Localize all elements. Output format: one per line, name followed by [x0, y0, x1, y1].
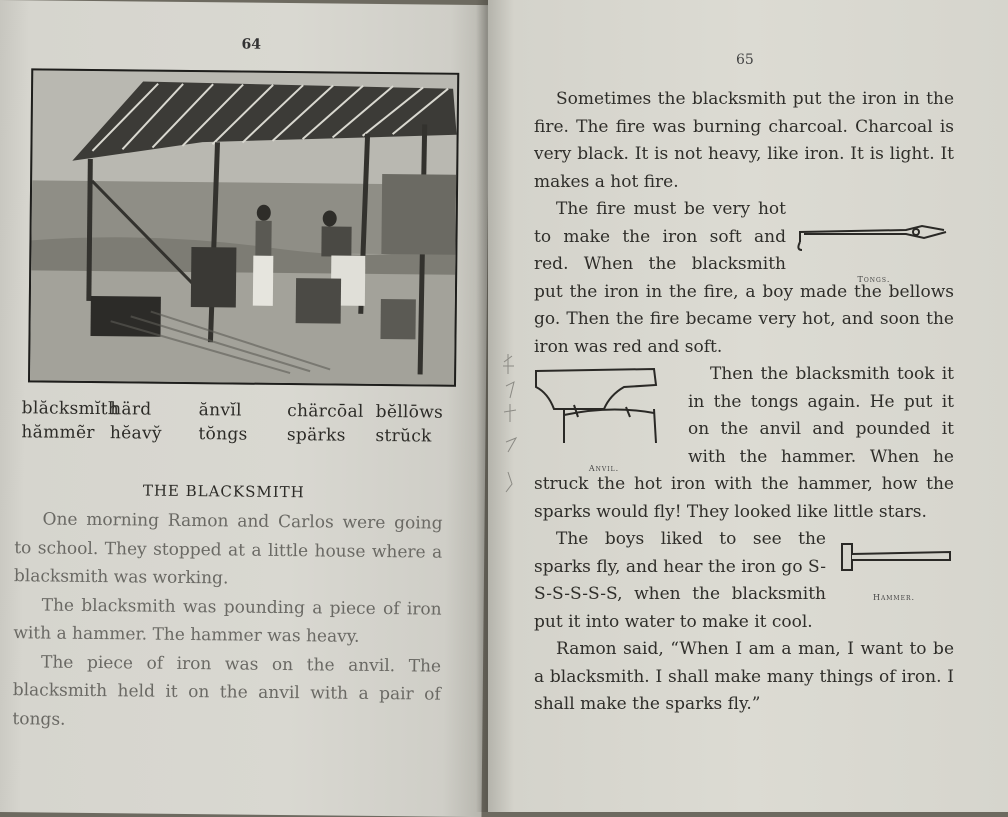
vocab-word: hĕavy̆	[109, 423, 162, 444]
chapter-heading: THE BLACKSMITH	[142, 481, 305, 502]
paragraph: One morning Ramon and Carlos were going to school. They stopped at a little house where a blacksmith was working.	[13, 509, 443, 589]
vocab-word: hămmẽr	[21, 422, 95, 444]
tongs-caption: Tongs.	[857, 274, 891, 284]
paragraph: Then the blacksmith took it in the tongs again. He put it on the anvil and pounded it with the hammer. When he struck the hot iron with the hammer, how the sparks would fly! They looked like little stars.	[534, 364, 954, 522]
pencil-marks	[498, 352, 528, 502]
paragraph: The piece of iron was on the anvil. The blacksmith held it on the anvil with a pair of tongs.	[12, 651, 442, 730]
right-body-text	[534, 86, 954, 719]
left-body-text	[12, 505, 442, 737]
blacksmith-shed-illustration	[30, 70, 457, 384]
hammer-icon	[834, 540, 954, 574]
paragraph: Ramon said, “When I am a man, I want to be a blacksmith. I shall make many things of iron. I shall make the sparks fly.”	[534, 639, 954, 714]
vocab-word: härd	[110, 399, 152, 420]
anvil-icon	[534, 365, 674, 445]
vocab-word: spärks	[286, 425, 346, 446]
tongs-icon	[794, 216, 954, 256]
vocab-row	[21, 422, 461, 447]
anvil-figure	[534, 365, 674, 473]
hammer-figure	[834, 540, 954, 602]
page-number-left: 64	[241, 36, 262, 53]
vocabulary-list	[21, 398, 461, 451]
vocab-word: blăcksmĭth	[21, 398, 120, 420]
anvil-caption: Anvil.	[588, 463, 620, 473]
vocab-word: bĕllōws	[375, 401, 444, 423]
tongs-figure	[794, 216, 954, 284]
paragraph: The blacksmith was pounding a piece of iron with a hammer. The hammer was heavy.	[13, 594, 442, 647]
paragraph: Sometimes the blacksmith put the iron in the fire. The fire was burning charcoal. Charcoal is very black. It is not heavy, like iron. It is light. It makes a hot fire.	[534, 89, 954, 192]
left-page	[0, 0, 490, 817]
vocab-word: ănvĭl	[198, 400, 242, 421]
hammer-caption: Hammer.	[872, 592, 916, 602]
paragraph: The boys liked to see the sparks fly, and hear the iron go S-S-S-S-S-S, when the blacksmith put it into water to make it cool.	[534, 529, 826, 632]
paragraph: The fire must be very hot to make the iron soft and red. When the blacksmith put the iron in the fire, a boy made the bellows go. Then the fire became very hot, and soon the iron was red and soft.	[534, 199, 954, 357]
right-page	[488, 0, 1008, 812]
vocab-word: tŏngs	[198, 424, 248, 445]
vocab-word: strŭck	[375, 425, 432, 447]
blacksmith-photo	[28, 68, 459, 386]
page-number-right: 65	[736, 52, 754, 68]
vocab-word: chärcōal	[287, 401, 364, 422]
vocab-row	[22, 398, 462, 423]
